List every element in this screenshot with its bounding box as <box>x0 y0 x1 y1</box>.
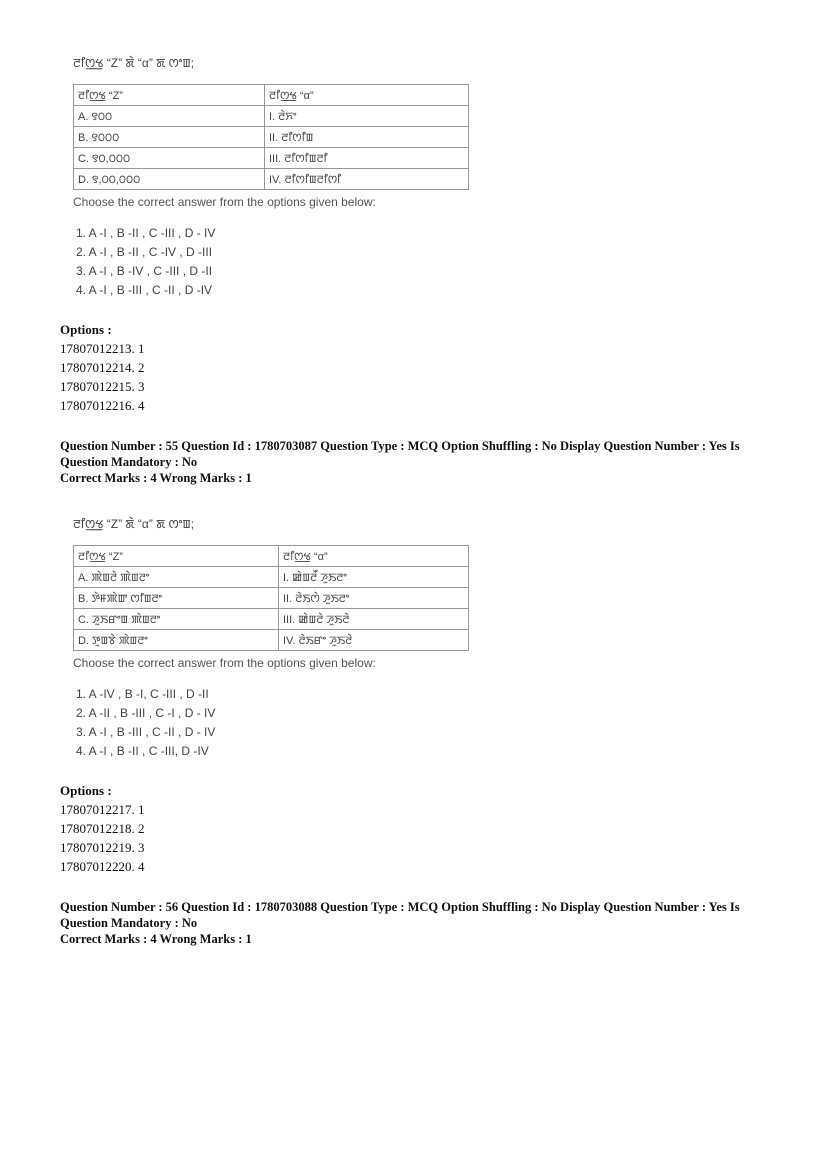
option-item: 17807012215. 3 <box>60 379 145 394</box>
table-cell: C. ꯍꯨꯏꯔꯦꯡ ꯄꯥꯡꯂꯦ <box>74 609 279 630</box>
q54-options-label: Options : <box>60 322 112 337</box>
option-item: 17807012219. 3 <box>60 840 145 855</box>
question-marks: Correct Marks : 4 Wrong Marks : 1 <box>60 471 252 485</box>
list-item: 2. A -I , B -II , C -IV , D -III <box>76 245 213 259</box>
q54-match-table <box>73 84 469 190</box>
q54-prompt: ꯂꯤꯁ꯭ꯠ “Z” ꯗꯥ “α” ꯗ ꯁꯦꯡ; <box>73 56 195 70</box>
table-cell: ꯂꯤꯁ꯭ꯠ “Z” <box>74 546 279 567</box>
q55-instruction: Choose the correct answer from the options given below: <box>73 656 376 670</box>
table-row <box>74 85 469 106</box>
option-item: 17807012214. 2 <box>60 360 145 375</box>
table-row <box>74 588 469 609</box>
list-item: 1. A -I , B -II , C -III , D - IV <box>76 226 216 240</box>
q55-header <box>60 438 760 486</box>
table-row <box>74 127 469 148</box>
table-cell: A. ꯱꯰꯰ <box>74 106 265 127</box>
question-marks: Correct Marks : 4 Wrong Marks : 1 <box>60 932 252 946</box>
option-item: 17807012220. 4 <box>60 859 145 874</box>
q54-choice-list <box>76 224 215 300</box>
table-cell: B. ꯱꯰꯰꯰ <box>74 127 265 148</box>
table-row <box>74 169 469 190</box>
q54-instruction: Choose the correct answer from the options given below: <box>73 195 376 209</box>
table-cell: D. ꯱,꯰꯰,꯰꯰꯰ <box>74 169 265 190</box>
table-cell: ꯂꯤꯁ꯭ꯠ “α” <box>265 85 469 106</box>
table-cell: I. ꯂꯥꯈꯦ <box>265 106 469 127</box>
question-meta-line: Question Number : 55 Question Id : 1780703087 Question Type : MCQ Option Shuffling : No Display Question Number : Yes Is <box>60 439 740 453</box>
table-cell: I. ꯀꯥꯡꯂꯩ ꯍꯨꯏꯂꯦ <box>279 567 469 588</box>
table-cell: IV. ꯂꯥꯏꯔꯦ ꯍꯨꯏꯂꯥ <box>279 630 469 651</box>
table-cell: ꯂꯤꯁ꯭ꯠ “α” <box>279 546 469 567</box>
table-cell: C. ꯱꯰,꯰꯰꯰ <box>74 148 265 169</box>
table-cell: D. ꯇꯨꯡꯕꯥ ꯄꯥꯡꯂꯦ <box>74 630 279 651</box>
list-item: 4. A -I , B -III , C -II , D -IV <box>76 283 213 297</box>
option-item: 17807012217. 1 <box>60 802 145 817</box>
q55-match-table <box>73 545 469 651</box>
option-item: 17807012218. 2 <box>60 821 145 836</box>
table-cell: B. ꯇꯥꯝꯄꯥꯛ ꯁꯤꯡꯂꯦ <box>74 588 279 609</box>
table-cell: ꯂꯤꯁ꯭ꯠ “Z” <box>74 85 265 106</box>
table-cell: A. ꯄꯥꯡꯂꯥ ꯄꯥꯡꯂꯦ <box>74 567 279 588</box>
list-item: 4. A -I , B -II , C -III, D -IV <box>76 744 209 758</box>
table-row <box>74 567 469 588</box>
question-meta-line: Question Mandatory : No <box>60 455 198 469</box>
table-row <box>74 148 469 169</box>
q55-options-list <box>60 800 145 876</box>
table-cell: II. ꯂꯤꯁꯤꯡ <box>265 127 469 148</box>
list-item: 3. A -I , B -III , C -II , D - IV <box>76 725 216 739</box>
table-cell: II. ꯂꯥꯏꯁꯥ ꯍꯨꯏꯂꯦ <box>279 588 469 609</box>
table-row <box>74 546 469 567</box>
table-cell: IV. ꯂꯤꯁꯤꯡꯂꯤꯁꯤ <box>265 169 469 190</box>
option-item: 17807012216. 4 <box>60 398 145 413</box>
q54-options-list <box>60 339 145 415</box>
q55-prompt: ꯂꯤꯁ꯭ꯠ “Z” ꯗꯥ “α” ꯗ ꯁꯦꯡ; <box>73 517 195 531</box>
list-item: 1. A -IV , B -I, C -III , D -II <box>76 687 209 701</box>
q55-options-label: Options : <box>60 783 112 798</box>
list-item: 3. A -I , B -IV , C -III , D -II <box>76 264 213 278</box>
list-item: 2. A -II , B -III , C -I , D - IV <box>76 706 216 720</box>
question-meta-line: Question Number : 56 Question Id : 1780703088 Question Type : MCQ Option Shuffling : No Display Question Number : Yes Is <box>60 900 740 914</box>
option-item: 17807012213. 1 <box>60 341 145 356</box>
table-row <box>74 630 469 651</box>
table-row <box>74 609 469 630</box>
table-cell: III. ꯀꯥꯡꯂꯥ ꯍꯨꯏꯂꯥ <box>279 609 469 630</box>
q55-choice-list <box>76 685 215 761</box>
table-row <box>74 106 469 127</box>
question-meta-line: Question Mandatory : No <box>60 916 198 930</box>
table-cell: III. ꯂꯤꯁꯤꯡꯂꯤ <box>265 148 469 169</box>
q56-header <box>60 899 760 947</box>
